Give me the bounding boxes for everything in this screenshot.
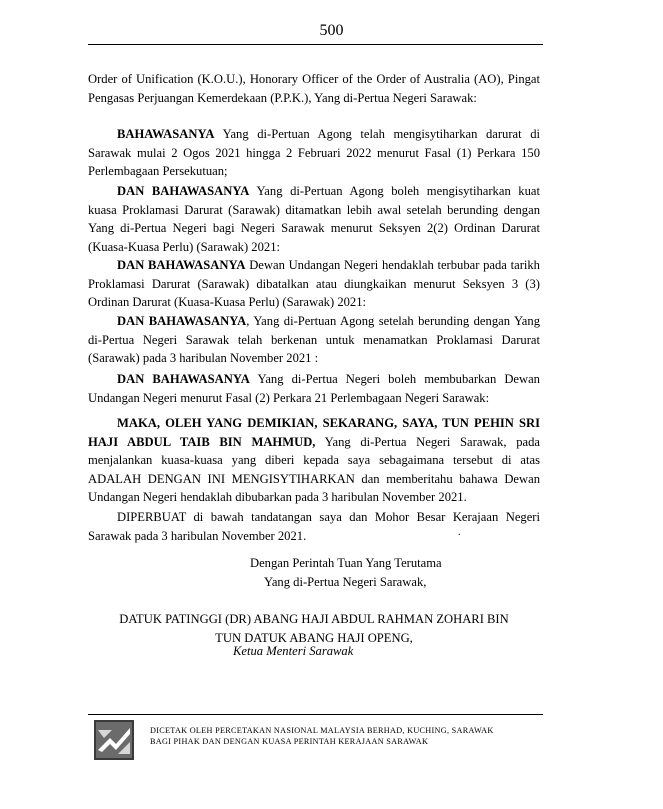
- paragraph-lead: DAN BAHAWASANYA: [117, 258, 246, 272]
- paragraph-lead: BAHAWASANYA: [117, 127, 215, 141]
- signature-line-1: Dengan Perintah Tuan Yang Terutama: [250, 556, 442, 570]
- chief-minister-title: Ketua Menteri Sarawak: [233, 644, 354, 658]
- footer-rule: [88, 714, 543, 715]
- paragraph-dan-bahawasanya-3: [88, 312, 540, 368]
- paragraph-text: Order of Unification (K.O.U.), Honorary Officer of the Order of Australia (AO), Pingat Pengasas Perjuangan Kemerdekaan (P.P.K.), Yang di-Pertua Negeri Sarawak:: [88, 72, 540, 105]
- printer-line-2: BAGI PIHAK DAN DENGAN KUASA PERINTAH KERAJAAN SARAWAK: [150, 737, 429, 746]
- paragraph-text: Yang di-Pertua Negeri boleh membubarkan Dewan Undangan Negeri menurut Fasal (2) Perkara 21 Perlembagaan Negeri Sarawak:: [88, 372, 540, 405]
- printer-line-1: DICETAK OLEH PERCETAKAN NASIONAL MALAYSIA BERHAD, KUCHING, SARAWAK: [150, 726, 494, 735]
- printer-credit: [150, 725, 494, 747]
- paragraph-text: Yang di-Pertuan Agong telah mengisytiharkan darurat di Sarawak mulai 2 Ogos 2021 hingga 2 Februari 2022 menurut Fasal (1) Perkara 150 Perlembagaan Persekutuan;: [88, 127, 540, 178]
- name-line-1: DATUK PATINGGI (DR) ABANG HAJI ABDUL RAHMAN ZOHARI BIN: [119, 612, 509, 626]
- header-rule: [88, 44, 543, 45]
- paragraph-bahawasanya: [88, 125, 540, 181]
- paragraph-text: Dewan Undangan Negeri hendaklah terbubar pada tarikh Proklamasi Darurat (Sarawak) dibatalkan atau diungkaikan menurut Seksyen 3 (3) Ordinan Darurat (Kuasa-Kuasa Perlu) (Sarawak) 2021:: [88, 258, 540, 309]
- paragraph-text: Yang di-Pertua Negeri Sarawak, pada menjalankan kuasa-kuasa yang diberi kepada saya sebagaimana tersebut di atas ADALAH DENGAN INI MENGISYTIHARKAN dan memberitahu bahawa Dewan Undangan Negeri hendaklah dibubarkan pada 3 haribulan November 2021.: [88, 434, 540, 504]
- paragraph-titles: [88, 70, 540, 107]
- name-line-2: TUN DATUK ABANG HAJI OPENG,: [215, 630, 413, 645]
- paragraph-lead: DAN BAHAWASANYA: [117, 314, 247, 328]
- page-number: 500: [319, 22, 344, 39]
- paragraph-dan-bahawasanya-2: [88, 256, 540, 312]
- paragraph-text: Yang di-Pertuan Agong boleh mengisytiharkan kuat kuasa Proklamasi Darurat (Sarawak) ditamatkan lebih awal setelah berunding dengan Yang di-Pertua Negeri bagi Negeri Sarawak menurut Seksyen 2(2) Ordinan Darurat (Kuasa-Kuasa Perlu) (Sarawak) 2021:: [88, 184, 540, 254]
- paragraph-text: , Yang di-Pertuan Agong setelah berunding dengan Yang di-Pertua Negeri Sarawak telah berkenan untuk menamatkan Proklamasi Darurat (Sarawak) pada 3 haribulan November 2021 :: [88, 314, 540, 365]
- paragraph-lead: DAN BAHAWASANYA: [117, 372, 250, 386]
- paragraph-dan-bahawasanya-1: [88, 182, 540, 256]
- signature-line-2: Yang di-Pertua Negeri Sarawak,: [264, 574, 427, 589]
- chief-minister-name: [88, 610, 540, 647]
- stray-mark: .: [458, 527, 461, 538]
- paragraph-diperbuat: [88, 508, 540, 545]
- paragraph-lead: DAN BAHAWASANYA: [117, 184, 250, 198]
- signature-order-block: [250, 554, 442, 591]
- paragraph-dan-bahawasanya-4: [88, 370, 540, 407]
- paragraph-text: DIPERBUAT di bawah tandatangan saya dan Mohor Besar Kerajaan Negeri Sarawak pada 3 haribulan November 2021.: [88, 510, 540, 543]
- printer-logo-icon: [94, 720, 134, 760]
- paragraph-lead: MAKA, OLEH YANG DEMIKIAN, SEKARANG, SAYA, TUN PEHIN SRI HAJI ABDUL TAIB BIN MAHMUD,: [88, 416, 540, 449]
- paragraph-maka: [88, 414, 540, 507]
